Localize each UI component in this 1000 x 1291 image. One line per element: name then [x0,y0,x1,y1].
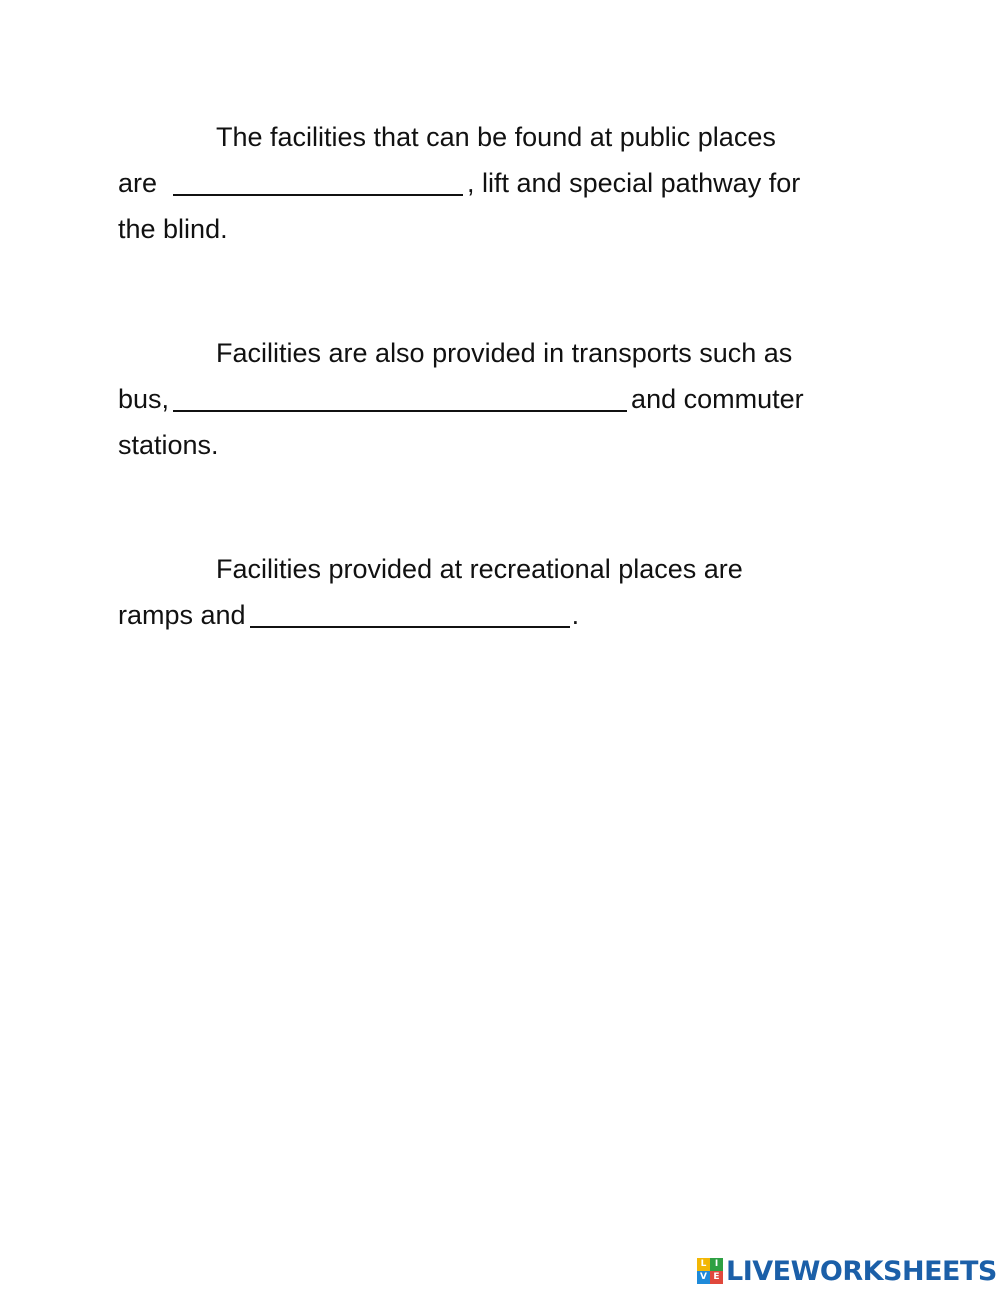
answer-blank-2[interactable] [173,382,627,412]
liveworksheets-logo-icon [697,1258,723,1284]
question-1-line-3: the blind. [118,214,228,244]
answer-blank-3[interactable] [250,598,570,628]
liveworksheets-logo [697,1255,997,1287]
question-2-line-3: stations. [118,430,219,460]
question-3-line-1: Facilities provided at recreational places are [216,554,743,584]
liveworksheets-brand-text: LIVEWORKSHEETS [726,1255,997,1287]
question-2-text-before-blank: bus, [118,384,170,414]
logo-letter-l: L [697,1258,710,1271]
question-3-text-before-blank: ramps and [118,600,246,630]
question-1-text-after-blank: , lift and special pathway for [467,168,801,198]
question-3 [118,546,858,638]
question-2 [118,330,858,468]
logo-letter-e: E [710,1271,723,1284]
logo-letter-v: V [697,1271,710,1284]
question-2-line-1: Facilities are also provided in transports such as [216,338,793,368]
question-1-text-before-blank: are [118,168,158,198]
question-2-text-after-blank: and commuter [631,384,804,414]
question-3-line-2 [118,592,858,638]
question-3-text-after-blank: . [571,600,580,630]
answer-blank-1[interactable] [173,166,463,196]
question-1-line-2 [118,160,858,206]
question-1 [118,114,858,252]
question-2-line-2 [118,376,858,422]
question-1-line-1: The facilities that can be found at public places [216,122,776,152]
logo-letter-i: I [710,1258,723,1271]
